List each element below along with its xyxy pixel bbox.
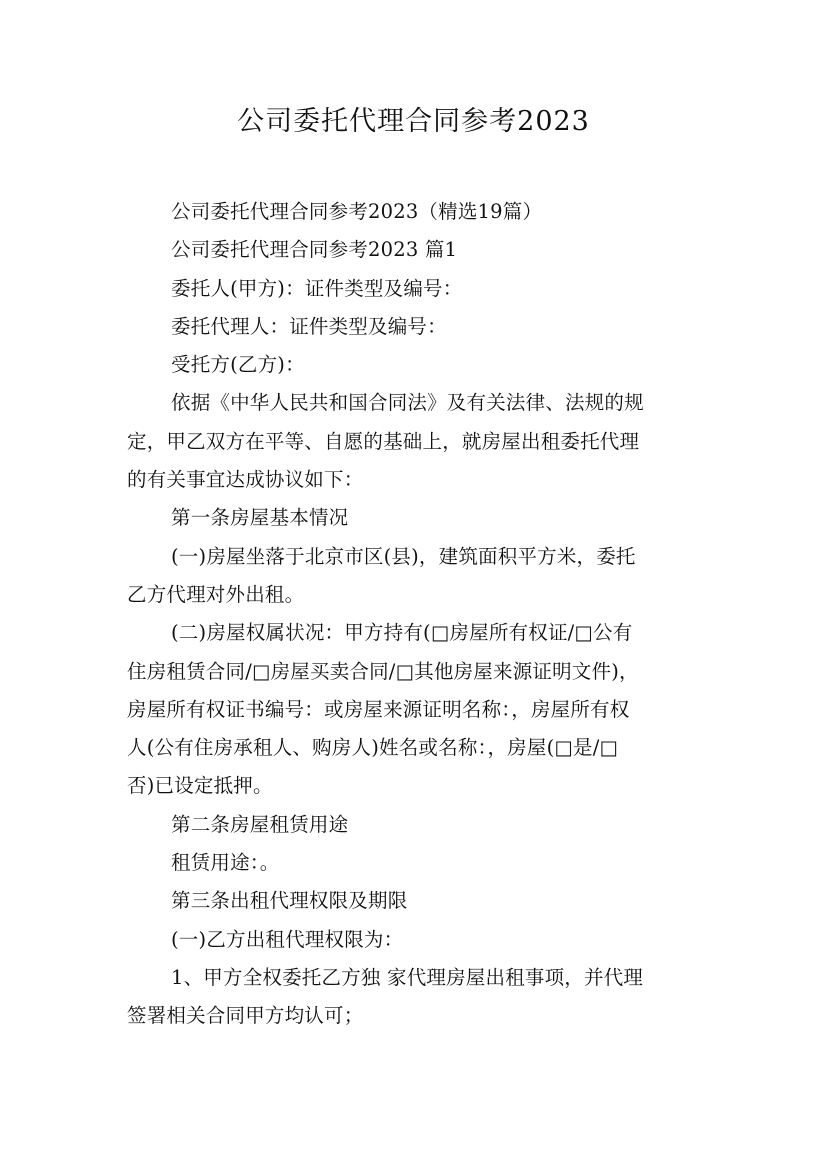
paragraph-line: 第三条出租代理权限及期限 <box>171 889 408 913</box>
document-body <box>127 193 707 1036</box>
paragraph-line: 委托人(甲方)：证件类型及编号： <box>171 276 463 300</box>
paragraph-line: (一)乙方出租代理权限为： <box>171 927 404 951</box>
paragraph-line: 住房租赁合同/□房屋买卖合同/□其他房屋来源证明文件)， <box>127 659 639 683</box>
paragraph-line: 的有关事宜达成协议如下： <box>127 468 364 492</box>
paragraph-line: 依据《中华人民共和国合同法》及有关法律、法规的规 <box>171 391 644 415</box>
document-title: 公司委托代理合同参考2023 <box>237 106 590 137</box>
paragraph-line: 人(公有住房承租人、购房人)姓名或名称：，房屋(□是/□ <box>127 736 619 760</box>
paragraph-line: 委托代理人：证件类型及编号： <box>171 314 447 338</box>
paragraph-line: (一)房屋坐落于北京市区(县)，建筑面积平方米，委托 <box>171 544 636 568</box>
paragraph-line: 公司委托代理合同参考2023（精选19篇） <box>171 200 543 223</box>
paragraph-line: 公司委托代理合同参考2023 篇1 <box>171 238 458 262</box>
paragraph-line: 第二条房屋租赁用途 <box>171 812 349 836</box>
paragraph-line: 定，甲乙双方在平等、自愿的基础上，就房屋出租委托代理 <box>127 429 640 453</box>
paragraph-line: 租赁用途：。 <box>171 851 280 875</box>
paragraph-line: 受托方(乙方)： <box>171 353 305 377</box>
paragraph-line: 签署相关合同甲方均认可； <box>127 1004 364 1028</box>
paragraph-line: 1、甲方全权委托乙方独 家代理房屋出租事项，并代理 <box>171 965 644 989</box>
paragraph-line: 第一条房屋基本情况 <box>171 506 349 530</box>
paragraph-line: (二)房屋权属状况：甲方持有(□房屋所有权证/□公有 <box>171 621 633 645</box>
paragraph-line: 房屋所有权证书编号：或房屋来源证明名称：，房屋所有权 <box>127 697 630 721</box>
paragraph-line: 否)已设定抵押。 <box>127 774 273 798</box>
paragraph-line: 乙方代理对外出租。 <box>127 582 305 606</box>
